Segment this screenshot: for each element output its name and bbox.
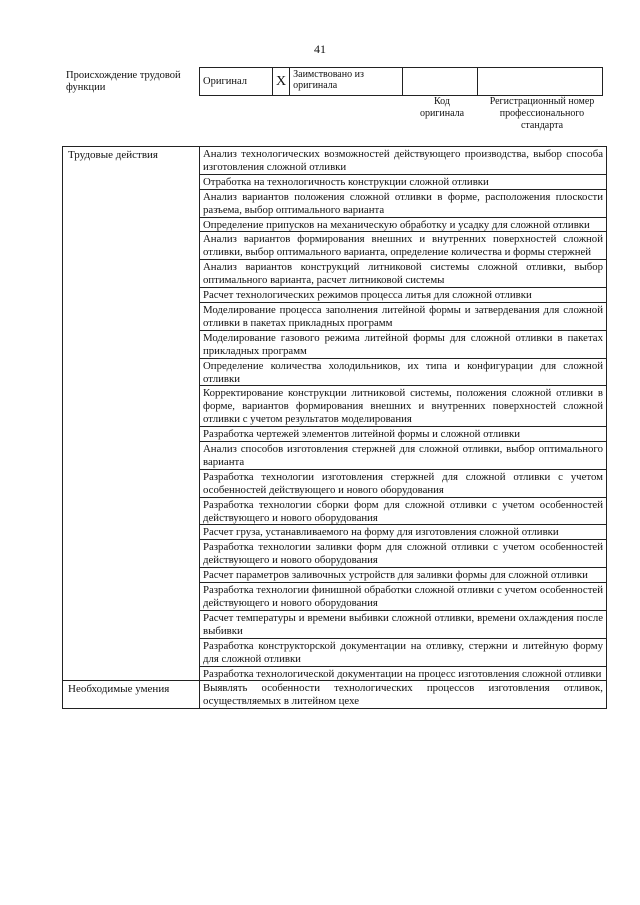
table-cell: Анализ способов изготовления стержней для сложной отливки, выбор оптимального варианта	[200, 442, 607, 470]
table-cell: Расчет параметров заливочных устройств для заливки формы для сложной отливки	[200, 568, 607, 583]
original-cell: Оригинал	[200, 68, 273, 96]
labor-function-table	[62, 146, 607, 709]
section-label-labor-actions: Трудовые действия	[63, 147, 200, 681]
registration-number-cell	[478, 68, 603, 96]
table-cell: Разработка чертежей элементов литейной формы и сложной отливки	[200, 427, 607, 442]
registration-number-caption: Регистрационный номер профессионального стандарта	[489, 96, 595, 131]
table-row	[63, 147, 607, 175]
table-cell: Анализ вариантов формирования внешних и внутренних поверхностей сложной отливки, выбор оптимального варианта, определение количества и формы стержней	[200, 232, 607, 260]
table-cell: Определение количества холодильников, их типа и конфигурации для сложной отливки	[200, 358, 607, 386]
table-cell: Моделирование процесса заполнения литейной формы и затвердевания для сложной отливки в пакетах прикладных программ	[200, 302, 607, 330]
table-cell: Выявлять особенности технологических процессов изготовления отливок, осуществляемых в литейном цехе	[200, 681, 607, 709]
table-cell: Разработка конструкторской документации на отливку, стержни и литейную форму для сложной отливки	[200, 638, 607, 666]
table-cell: Расчет груза, устанавливаемого на форму для изготовления сложной отливки	[200, 525, 607, 540]
original-code-caption: Код оригинала	[419, 96, 465, 119]
table-cell: Корректирование конструкции литниковой системы, положения сложной отливки в форме, вариантов формирования внешних и внутренних поверхностей сложной отливки с учетом результатов моделирования	[200, 386, 607, 427]
table-cell: Определение припусков на механическую обработку и усадку для сложной отливки	[200, 217, 607, 232]
table-cell: Разработка технологической документации на процесс изготовления сложной отливки	[200, 666, 607, 681]
table-cell: Расчет температуры и времени выбивки сложной отливки, времени охлаждения после выбивки	[200, 610, 607, 638]
table-cell: Разработка технологии сборки форм для сложной отливки с учетом особенностей действующего и нового оборудования	[200, 497, 607, 525]
table-row	[63, 681, 607, 709]
table-cell: Анализ вариантов конструкций литниковой системы сложной отливки, выбор оптимального варианта, расчет литниковой системы	[200, 260, 607, 288]
table-cell: Отработка на технологичность конструкции сложной отливки	[200, 174, 607, 189]
table-cell: Разработка технологии изготовления стержней для сложной отливки с учетом особенностей действующего и нового оборудования	[200, 469, 607, 497]
borrowed-cell: Заимствовано из оригинала	[290, 68, 403, 96]
origin-table	[199, 67, 603, 96]
original-mark: X	[273, 68, 290, 96]
page-number: 41	[314, 42, 326, 56]
original-code-cell	[403, 68, 478, 96]
table-cell: Разработка технологии заливки форм для сложной отливки с учетом особенностей действующего и нового оборудования	[200, 540, 607, 568]
table-cell: Анализ вариантов положения сложной отливки в форме, расположения плоскости разъема, выбор оптимального варианта	[200, 189, 607, 217]
origin-label: Происхождение трудовой функции	[66, 70, 181, 93]
table-cell: Расчет технологических режимов процесса литья для сложной отливки	[200, 288, 607, 303]
table-cell: Разработка технологии финишной обработки сложной отливки с учетом особенностей действующего и нового оборудования	[200, 583, 607, 611]
table-cell: Анализ технологических возможностей действующего производства, выбор способа изготовления сложной отливки	[200, 147, 607, 175]
table-cell: Моделирование газового режима литейной формы для сложной отливки в пакетах прикладных программ	[200, 330, 607, 358]
section-label-skills: Необходимые умения	[63, 681, 200, 709]
